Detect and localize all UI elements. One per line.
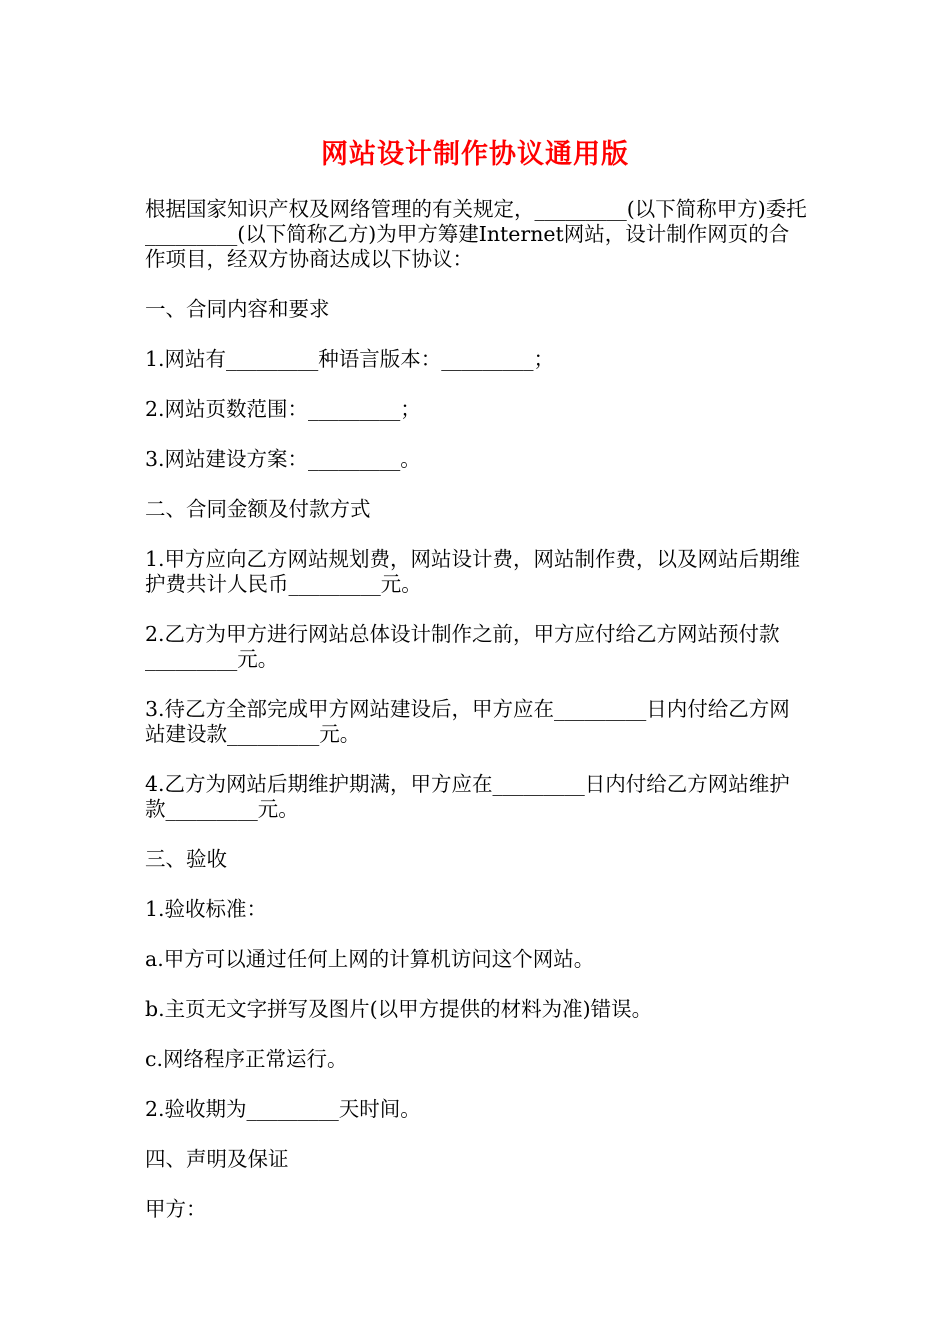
clause-3-1: 1.验收标准： [145, 897, 268, 921]
clause-3-2: 2.验收期为_________天时间。 [145, 1097, 421, 1121]
clause-2-4: 4.乙方为网站后期维护期满，甲方应在_________日内付给乙方网站维护款_________元。 [145, 772, 790, 821]
party-a-label: 甲方： [145, 1197, 207, 1221]
clause-1-2: 2.网站页数范围：_________； [145, 397, 421, 421]
document-body [145, 197, 807, 1247]
document-title: 网站设计制作协议通用版 [321, 139, 629, 170]
section-heading-4: 四、声明及保证 [145, 1147, 289, 1171]
section-heading-3: 三、验收 [145, 847, 227, 871]
clause-3-1-a: a.甲方可以通过任何上网的计算机访问这个网站。 [145, 947, 595, 971]
intro-paragraph: 根据国家知识产权及网络管理的有关规定，_________(以下简称甲方)委托_________(以下简称乙方)为甲方筹建Internet网站，设计制作网页的合作项目，经双方协商达成以下协议： [145, 197, 807, 271]
clause-1-1: 1.网站有_________种语言版本：_________； [145, 347, 555, 371]
clause-2-1: 1.甲方应向乙方网站规划费，网站设计费，网站制作费，以及网站后期维护费共计人民币_________元。 [145, 547, 801, 596]
clause-2-3: 3.待乙方全部完成甲方网站建设后，甲方应在_________日内付给乙方网站建设款_________元。 [145, 697, 790, 746]
clause-2-2: 2.乙方为甲方进行网站总体设计制作之前，甲方应付给乙方网站预付款_________元。 [145, 622, 780, 671]
section-heading-2: 二、合同金额及付款方式 [145, 497, 371, 521]
section-heading-1: 一、合同内容和要求 [145, 297, 330, 321]
clause-1-3: 3.网站建设方案：_________。 [145, 447, 421, 471]
clause-3-1-c: c.网络程序正常运行。 [145, 1047, 348, 1071]
clause-3-1-b: b.主页无文字拼写及图片(以甲方提供的材料为准)错误。 [145, 997, 653, 1021]
